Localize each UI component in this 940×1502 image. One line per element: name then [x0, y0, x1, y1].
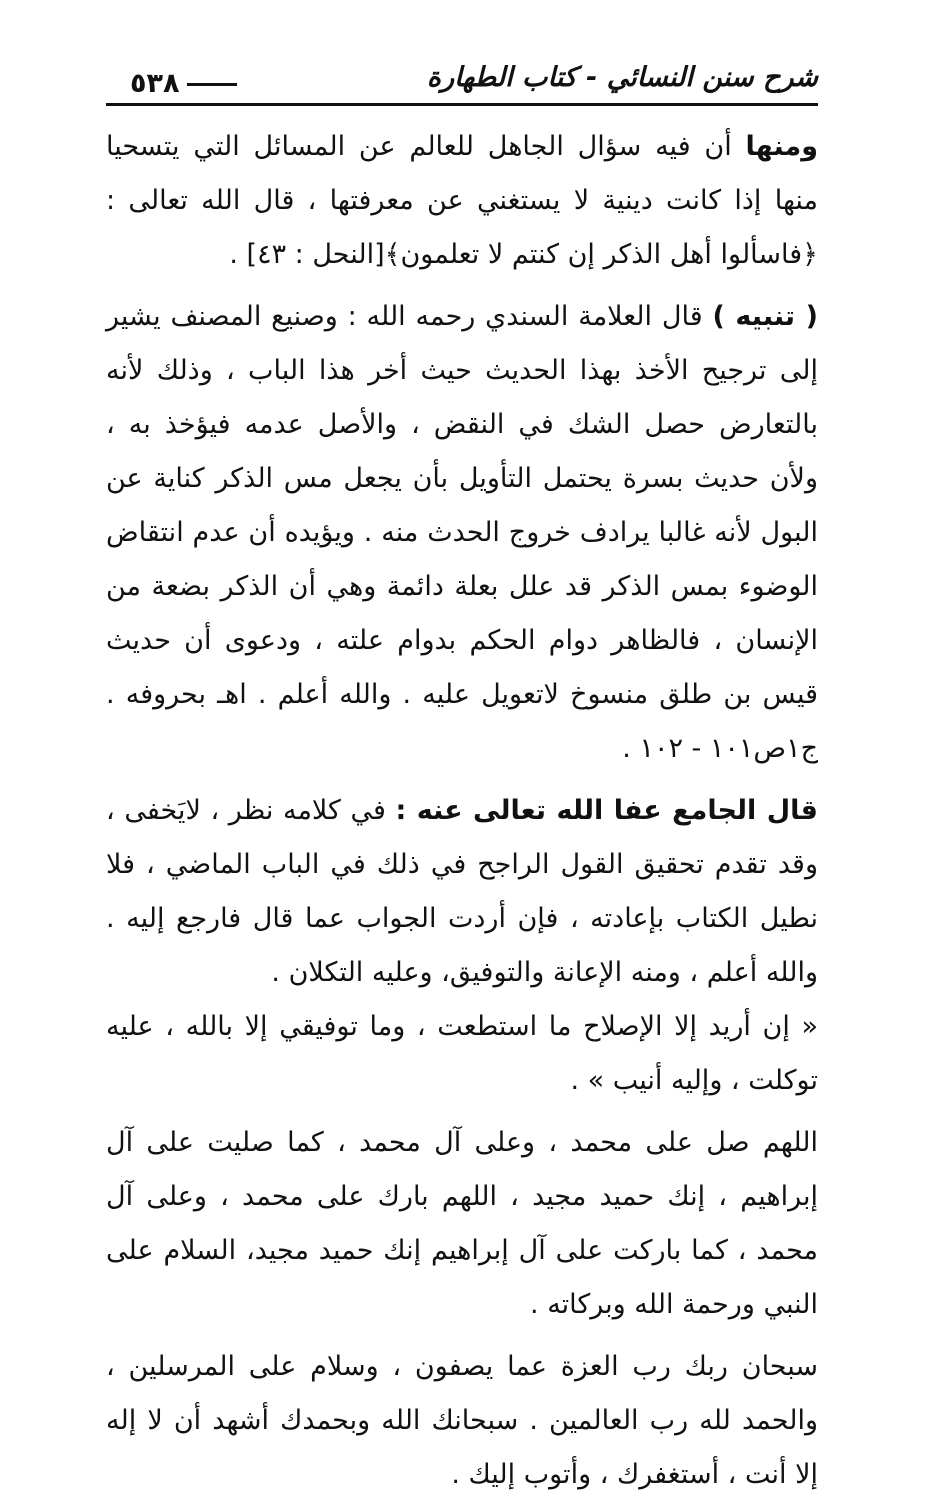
page-number: ٥٣٨: [130, 68, 180, 99]
paragraph-1: [106, 120, 818, 282]
paragraph-lead: قال الجامع عفا الله تعالى عنه :: [395, 795, 818, 826]
paragraph-text: في كلامه نظر ، لايَخفى ، وقد تقدم تحقيق القول الراجح في ذلك في الباب الماضي ، فلا نطيل الكتاب بإعادته ، فإن أردت الجواب عما قال فارجع إليه . والله أعلم ، ومنه الإعانة والتوفيق، وعليه التكلان .: [106, 795, 818, 988]
paragraph-2: [106, 290, 818, 776]
page-number-wrap: [122, 68, 245, 99]
paragraph-6: [106, 1340, 818, 1502]
running-header: [106, 58, 818, 108]
paragraph-text: أن فيه سؤال الجاهل للعالم عن المسائل التي يتسحيا منها إذا كانت دينية لا يستغني عن معرفتها ، قال الله تعالى : ﴿فاسألوا أهل الذكر إن كنتم لا تعلمون﴾[النحل : ٤٣] .: [106, 131, 818, 270]
paragraph-gap: [106, 776, 818, 784]
paragraph-5: [106, 1116, 818, 1332]
paragraph-3: [106, 784, 818, 1000]
paragraph-text: قال العلامة السندي رحمه الله : وصنيع المصنف يشير إلى ترجيح الأخذ بهذا الحديث حيث أخر هذا الباب ، وذلك لأنه بالتعارض حصل الشك في النقض ، والأصل عدمه فيؤخذ به ، ولأن حديث بسرة يحتمل التأويل بأن يجعل مس الذكر كناية عن البول لأنه غالبا يرادف خروج الحدث منه . ويؤيده أن عدم انتقاض الوضوء بمس الذكر قد علل بعلة دائمة وهي أن الذكر بضعة من الإنسان ، فالظاهر دوام الحكم بدوام علته ، ودعوى أن حديث قيس بن طلق منسوخ لاتعويل عليه . والله أعلم . اهـ بحروفه . ج١ص١٠١ - ١٠٢ .: [106, 301, 818, 764]
paragraph-gap: [106, 282, 818, 290]
page-number-dash: [187, 83, 237, 86]
paragraph-lead: ( تنبيه ): [712, 301, 818, 332]
paragraph-4: [106, 1000, 818, 1108]
body-text: [106, 120, 818, 1502]
header-rule: [106, 103, 818, 106]
paragraph-gap: [106, 1108, 818, 1116]
paragraph-text: « إن أريد إلا الإصلاح ما استطعت ، وما توفيقي إلا بالله ، عليه توكلت ، وإليه أنيب » .: [106, 1011, 818, 1096]
paragraph-text: سبحان ربك رب العزة عما يصفون ، وسلام على المرسلين ، والحمد لله رب العالمين . سبحانك الله وبحمدك أشهد أن لا إله إلا أنت ، أستغفرك ، وأتوب إليك .: [106, 1351, 818, 1490]
paragraph-gap: [106, 1332, 818, 1340]
paragraph-text: اللهم صل على محمد ، وعلى آل محمد ، كما صليت على آل إبراهيم ، إنك حميد مجيد ، اللهم بارك على محمد ، وعلى آل محمد ، كما باركت على آل إبراهيم إنك حميد مجيد، السلام على النبي ورحمة الله وبركاته .: [106, 1127, 818, 1320]
running-title: شرح سنن النسائي - كتاب الطهارة: [426, 62, 818, 93]
paragraph-lead: ومنها: [745, 131, 818, 162]
